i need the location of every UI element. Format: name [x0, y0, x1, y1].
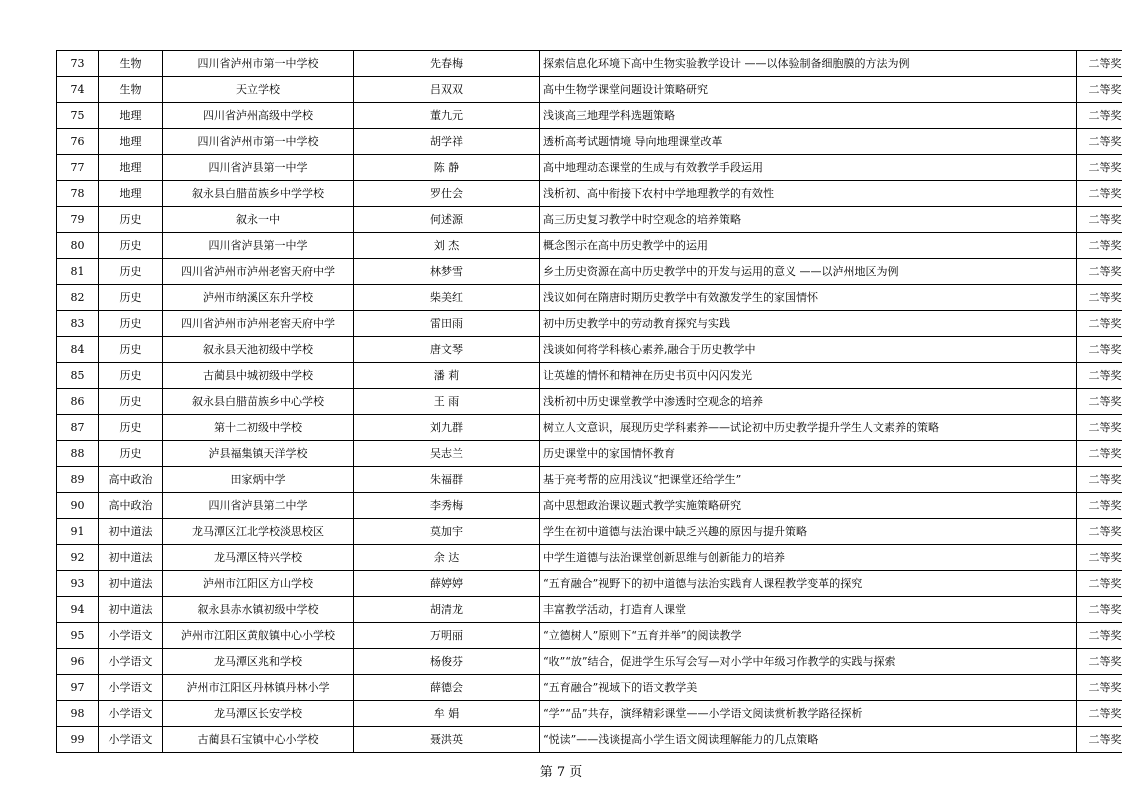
- table-row: [57, 701, 1122, 727]
- author-cell: 杨俊芬: [354, 649, 540, 675]
- paper-title-cell: “立德树人”原则下“五育并举”的阅读教学: [540, 623, 1077, 649]
- author-cell: 万明丽: [354, 623, 540, 649]
- table-body: [57, 51, 1122, 753]
- award-cell: 二等奖: [1077, 155, 1122, 181]
- subject-cell: 地理: [99, 103, 163, 129]
- author-cell: 林梦雪: [354, 259, 540, 285]
- author-cell: 陈 静: [354, 155, 540, 181]
- paper-title-cell: 高中地理动态课堂的生成与有效教学手段运用: [540, 155, 1077, 181]
- school-cell: 田家炳中学: [163, 467, 354, 493]
- author-cell: 薛婷婷: [354, 571, 540, 597]
- page-number: 第 7 页: [539, 765, 583, 780]
- award-cell: 二等奖: [1077, 337, 1122, 363]
- award-cell: 二等奖: [1077, 233, 1122, 259]
- row-number: 85: [57, 363, 99, 389]
- award-cell: 二等奖: [1077, 363, 1122, 389]
- award-list-table: [56, 50, 1122, 753]
- school-cell: 叙永一中: [163, 207, 354, 233]
- paper-title-cell: 乡土历史资源在高中历史教学中的开发与运用的意义 ——以泸州地区为例: [540, 259, 1077, 285]
- school-cell: 古蔺县石宝镇中心小学校: [163, 727, 354, 753]
- paper-title-cell: 中学生道德与法治课堂创新思维与创新能力的培养: [540, 545, 1077, 571]
- row-number: 99: [57, 727, 99, 753]
- paper-title-cell: 浅析初、高中衔接下农村中学地理教学的有效性: [540, 181, 1077, 207]
- award-cell: 二等奖: [1077, 51, 1122, 77]
- award-cell: 二等奖: [1077, 701, 1122, 727]
- school-cell: 龙马潭区兆和学校: [163, 649, 354, 675]
- subject-cell: 小学语文: [99, 675, 163, 701]
- paper-title-cell: “五育融合”视域下的语文教学美: [540, 675, 1077, 701]
- row-number: 98: [57, 701, 99, 727]
- author-cell: 胡清龙: [354, 597, 540, 623]
- author-cell: 牟 娟: [354, 701, 540, 727]
- school-cell: 四川省泸州市第一中学校: [163, 51, 354, 77]
- subject-cell: 生物: [99, 51, 163, 77]
- subject-cell: 历史: [99, 337, 163, 363]
- paper-title-cell: 高中思想政治课议题式教学实施策略研究: [540, 493, 1077, 519]
- award-cell: 二等奖: [1077, 311, 1122, 337]
- table-row: [57, 337, 1122, 363]
- author-cell: 潘 莉: [354, 363, 540, 389]
- school-cell: 天立学校: [163, 77, 354, 103]
- row-number: 91: [57, 519, 99, 545]
- table-row: [57, 285, 1122, 311]
- paper-title-cell: 浅析初中历史课堂教学中渗透时空观念的培养: [540, 389, 1077, 415]
- author-cell: 胡学祥: [354, 129, 540, 155]
- school-cell: 四川省泸县第二中学: [163, 493, 354, 519]
- row-number: 75: [57, 103, 99, 129]
- row-number: 87: [57, 415, 99, 441]
- author-cell: 雷田雨: [354, 311, 540, 337]
- author-cell: 柴美红: [354, 285, 540, 311]
- table-row: [57, 415, 1122, 441]
- author-cell: 聂洪英: [354, 727, 540, 753]
- award-cell: 二等奖: [1077, 181, 1122, 207]
- row-number: 77: [57, 155, 99, 181]
- paper-title-cell: “五育融合”视野下的初中道德与法治实践育人课程教学变革的探究: [540, 571, 1077, 597]
- subject-cell: 高中政治: [99, 493, 163, 519]
- author-cell: 朱福群: [354, 467, 540, 493]
- row-number: 81: [57, 259, 99, 285]
- row-number: 89: [57, 467, 99, 493]
- subject-cell: 高中政治: [99, 467, 163, 493]
- school-cell: 叙永县白腊苗族乡中学学校: [163, 181, 354, 207]
- award-cell: 二等奖: [1077, 571, 1122, 597]
- paper-title-cell: 历史课堂中的家国情怀教育: [540, 441, 1077, 467]
- subject-cell: 小学语文: [99, 701, 163, 727]
- author-cell: 董九元: [354, 103, 540, 129]
- paper-title-cell: 浅谈如何将学科核心素养,融合于历史教学中: [540, 337, 1077, 363]
- row-number: 73: [57, 51, 99, 77]
- table-row: [57, 571, 1122, 597]
- paper-title-cell: 浅谈高三地理学科选题策略: [540, 103, 1077, 129]
- subject-cell: 历史: [99, 207, 163, 233]
- table-row: [57, 207, 1122, 233]
- table-row: [57, 77, 1122, 103]
- school-cell: 四川省泸县第一中学: [163, 233, 354, 259]
- table-row: [57, 545, 1122, 571]
- table-row: [57, 649, 1122, 675]
- row-number: 90: [57, 493, 99, 519]
- row-number: 80: [57, 233, 99, 259]
- award-cell: 二等奖: [1077, 727, 1122, 753]
- subject-cell: 历史: [99, 259, 163, 285]
- author-cell: 王 雨: [354, 389, 540, 415]
- subject-cell: 历史: [99, 415, 163, 441]
- row-number: 94: [57, 597, 99, 623]
- row-number: 92: [57, 545, 99, 571]
- row-number: 84: [57, 337, 99, 363]
- table-row: [57, 389, 1122, 415]
- subject-cell: 历史: [99, 389, 163, 415]
- award-cell: 二等奖: [1077, 103, 1122, 129]
- paper-title-cell: 高中生物学课堂问题设计策略研究: [540, 77, 1077, 103]
- subject-cell: 地理: [99, 181, 163, 207]
- school-cell: 叙永县赤水镇初级中学校: [163, 597, 354, 623]
- author-cell: 李秀梅: [354, 493, 540, 519]
- school-cell: 泸州市江阳区黄舣镇中心小学校: [163, 623, 354, 649]
- row-number: 74: [57, 77, 99, 103]
- row-number: 83: [57, 311, 99, 337]
- row-number: 88: [57, 441, 99, 467]
- paper-title-cell: “学”“品”共存，演绎精彩课堂——小学语文阅读赏析教学路径探析: [540, 701, 1077, 727]
- paper-title-cell: 让英雄的情怀和精神在历史书页中闪闪发光: [540, 363, 1077, 389]
- subject-cell: 小学语文: [99, 727, 163, 753]
- paper-title-cell: 学生在初中道德与法治课中缺乏兴趣的原因与提升策略: [540, 519, 1077, 545]
- subject-cell: 初中道法: [99, 571, 163, 597]
- subject-cell: 初中道法: [99, 597, 163, 623]
- subject-cell: 小学语文: [99, 623, 163, 649]
- school-cell: 四川省泸州市第一中学校: [163, 129, 354, 155]
- row-number: 78: [57, 181, 99, 207]
- subject-cell: 地理: [99, 155, 163, 181]
- school-cell: 泸州市江阳区丹林镇丹林小学: [163, 675, 354, 701]
- award-cell: 二等奖: [1077, 467, 1122, 493]
- award-cell: 二等奖: [1077, 623, 1122, 649]
- school-cell: 叙永县白腊苗族乡中心学校: [163, 389, 354, 415]
- subject-cell: 历史: [99, 441, 163, 467]
- author-cell: 薛德会: [354, 675, 540, 701]
- author-cell: 罗仕会: [354, 181, 540, 207]
- table-row: [57, 259, 1122, 285]
- subject-cell: 历史: [99, 363, 163, 389]
- subject-cell: 初中道法: [99, 545, 163, 571]
- table-row: [57, 155, 1122, 181]
- row-number: 96: [57, 649, 99, 675]
- paper-title-cell: 基于亮考帮的应用浅议“把课堂还给学生”: [540, 467, 1077, 493]
- author-cell: 刘九群: [354, 415, 540, 441]
- paper-title-cell: 高三历史复习教学中时空观念的培养策略: [540, 207, 1077, 233]
- table-row: [57, 675, 1122, 701]
- school-cell: 古蔺县中城初级中学校: [163, 363, 354, 389]
- table-row: [57, 181, 1122, 207]
- award-cell: 二等奖: [1077, 259, 1122, 285]
- award-cell: 二等奖: [1077, 285, 1122, 311]
- row-number: 82: [57, 285, 99, 311]
- table-row: [57, 441, 1122, 467]
- table-row: [57, 233, 1122, 259]
- award-cell: 二等奖: [1077, 519, 1122, 545]
- award-cell: 二等奖: [1077, 675, 1122, 701]
- paper-title-cell: 探索信息化环境下高中生物实验教学设计 ——以体验制备细胞膜的方法为例: [540, 51, 1077, 77]
- award-cell: 二等奖: [1077, 597, 1122, 623]
- author-cell: 吕双双: [354, 77, 540, 103]
- school-cell: 四川省泸州市泸州老窖天府中学: [163, 311, 354, 337]
- row-number: 93: [57, 571, 99, 597]
- award-cell: 二等奖: [1077, 493, 1122, 519]
- table-row: [57, 519, 1122, 545]
- award-cell: 二等奖: [1077, 441, 1122, 467]
- row-number: 97: [57, 675, 99, 701]
- award-cell: 二等奖: [1077, 415, 1122, 441]
- row-number: 86: [57, 389, 99, 415]
- author-cell: 吴志兰: [354, 441, 540, 467]
- row-number: 95: [57, 623, 99, 649]
- table-row: [57, 597, 1122, 623]
- subject-cell: 生物: [99, 77, 163, 103]
- paper-title-cell: 树立人文意识，展现历史学科素养——试论初中历史教学提升学生人文素养的策略: [540, 415, 1077, 441]
- paper-title-cell: 透析高考试题情境 导向地理课堂改革: [540, 129, 1077, 155]
- row-number: 76: [57, 129, 99, 155]
- table-row: [57, 129, 1122, 155]
- table-row: [57, 623, 1122, 649]
- paper-title-cell: 丰富教学活动，打造育人课堂: [540, 597, 1077, 623]
- author-cell: 莫加宇: [354, 519, 540, 545]
- award-cell: 二等奖: [1077, 649, 1122, 675]
- table-row: [57, 363, 1122, 389]
- school-cell: 泸州市纳溪区东升学校: [163, 285, 354, 311]
- subject-cell: 小学语文: [99, 649, 163, 675]
- table-row: [57, 493, 1122, 519]
- subject-cell: 初中道法: [99, 519, 163, 545]
- award-cell: 二等奖: [1077, 77, 1122, 103]
- school-cell: 四川省泸县第一中学: [163, 155, 354, 181]
- award-cell: 二等奖: [1077, 207, 1122, 233]
- subject-cell: 历史: [99, 311, 163, 337]
- author-cell: 余 达: [354, 545, 540, 571]
- school-cell: 龙马潭区江北学校淡思校区: [163, 519, 354, 545]
- author-cell: 唐文琴: [354, 337, 540, 363]
- paper-title-cell: “悦读”——浅谈提高小学生语文阅读理解能力的几点策略: [540, 727, 1077, 753]
- author-cell: 何述源: [354, 207, 540, 233]
- table-row: [57, 311, 1122, 337]
- subject-cell: 地理: [99, 129, 163, 155]
- school-cell: 龙马潭区特兴学校: [163, 545, 354, 571]
- subject-cell: 历史: [99, 233, 163, 259]
- school-cell: 叙永县天池初级中学校: [163, 337, 354, 363]
- school-cell: 四川省泸州高级中学校: [163, 103, 354, 129]
- school-cell: 四川省泸州市泸州老窖天府中学: [163, 259, 354, 285]
- school-cell: 泸州市江阳区方山学校: [163, 571, 354, 597]
- subject-cell: 历史: [99, 285, 163, 311]
- award-cell: 二等奖: [1077, 545, 1122, 571]
- table-row: [57, 467, 1122, 493]
- author-cell: 先春梅: [354, 51, 540, 77]
- paper-title-cell: “收”“放”结合，促进学生乐写会写—对小学中年级习作教学的实践与探索: [540, 649, 1077, 675]
- school-cell: 泸县福集镇天洋学校: [163, 441, 354, 467]
- paper-title-cell: 初中历史教学中的劳动教育探究与实践: [540, 311, 1077, 337]
- paper-title-cell: 浅议如何在隋唐时期历史教学中有效激发学生的家国情怀: [540, 285, 1077, 311]
- paper-title-cell: 概念图示在高中历史教学中的运用: [540, 233, 1077, 259]
- author-cell: 刘 杰: [354, 233, 540, 259]
- school-cell: 第十二初级中学校: [163, 415, 354, 441]
- award-cell: 二等奖: [1077, 129, 1122, 155]
- table-row: [57, 103, 1122, 129]
- school-cell: 龙马潭区长安学校: [163, 701, 354, 727]
- award-cell: 二等奖: [1077, 389, 1122, 415]
- row-number: 79: [57, 207, 99, 233]
- table-row: [57, 51, 1122, 77]
- table-row: [57, 727, 1122, 753]
